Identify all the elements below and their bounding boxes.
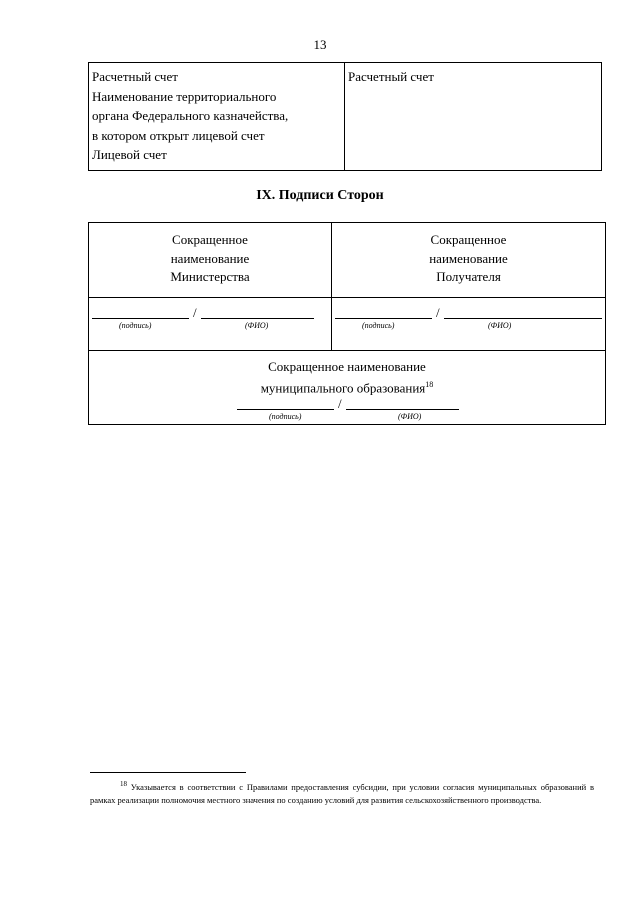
municipal-line-1: Сокращенное наименование	[268, 359, 426, 374]
settlement-account-label-right: Расчетный счет	[348, 69, 434, 84]
municipal-name-caption: (ФИО)	[398, 412, 422, 421]
ministry-line-1: Сокращенное	[172, 232, 248, 247]
footnote-rule	[90, 772, 246, 773]
recipient-line-3: Получателя	[436, 269, 501, 284]
bank-details-left-cell	[89, 63, 345, 171]
footnote-text: Указывается в соответствии с Правилами предоставления субсидии, при условии согласия муниципальных образований в рамках реализации полномочия местного значения по созданию условий для развития сельскохозяйственного производства.	[90, 781, 595, 805]
municipal-footnote-ref: 18	[425, 379, 434, 389]
ministry-name-caption: (ФИО)	[245, 321, 269, 330]
recipient-signature-cell	[332, 298, 606, 351]
municipal-slash: /	[338, 396, 342, 411]
recipient-line-2: наименование	[429, 250, 508, 266]
municipal-signature-caption: (подпись)	[269, 412, 302, 421]
treasury-name-label-2: органа Федерального казначейства,	[92, 108, 289, 123]
footnote	[90, 778, 594, 807]
municipal-line-2: муниципального образования	[260, 379, 426, 395]
bank-details-table	[88, 62, 602, 171]
recipient-name-line[interactable]	[444, 318, 602, 319]
page-number: 13	[313, 37, 327, 52]
ministry-name-line[interactable]	[201, 318, 314, 319]
ministry-signature-caption: (подпись)	[119, 321, 152, 330]
recipient-signature-caption: (подпись)	[362, 321, 395, 330]
municipal-signature-line[interactable]	[237, 409, 334, 410]
ministry-line-3: Министерства	[170, 269, 250, 284]
ministry-signature-cell	[89, 298, 332, 351]
ministry-line-2: наименование	[170, 250, 250, 266]
section-title: IX. Подписи Сторон	[256, 188, 384, 203]
signatures-table	[88, 222, 606, 425]
ministry-slash: /	[193, 305, 197, 320]
treasury-name-label-3: в котором открыт лицевой счет	[92, 127, 265, 143]
treasury-name-label-1: Наименование территориального	[92, 88, 277, 104]
footnote-number: 18	[120, 780, 127, 788]
recipient-signature-line[interactable]	[335, 318, 432, 319]
recipient-slash: /	[436, 305, 440, 320]
municipal-name-line[interactable]	[346, 409, 459, 410]
recipient-header-cell	[332, 223, 606, 298]
ministry-header-cell	[89, 223, 332, 298]
bank-details-right-cell	[345, 63, 602, 171]
municipal-signature-cell	[89, 351, 606, 425]
settlement-account-label: Расчетный счет	[92, 69, 178, 84]
personal-account-label: Лицевой счет	[92, 147, 167, 162]
recipient-line-1: Сокращенное	[430, 232, 507, 247]
recipient-name-caption: (ФИО)	[488, 321, 512, 330]
ministry-signature-line[interactable]	[92, 318, 189, 319]
